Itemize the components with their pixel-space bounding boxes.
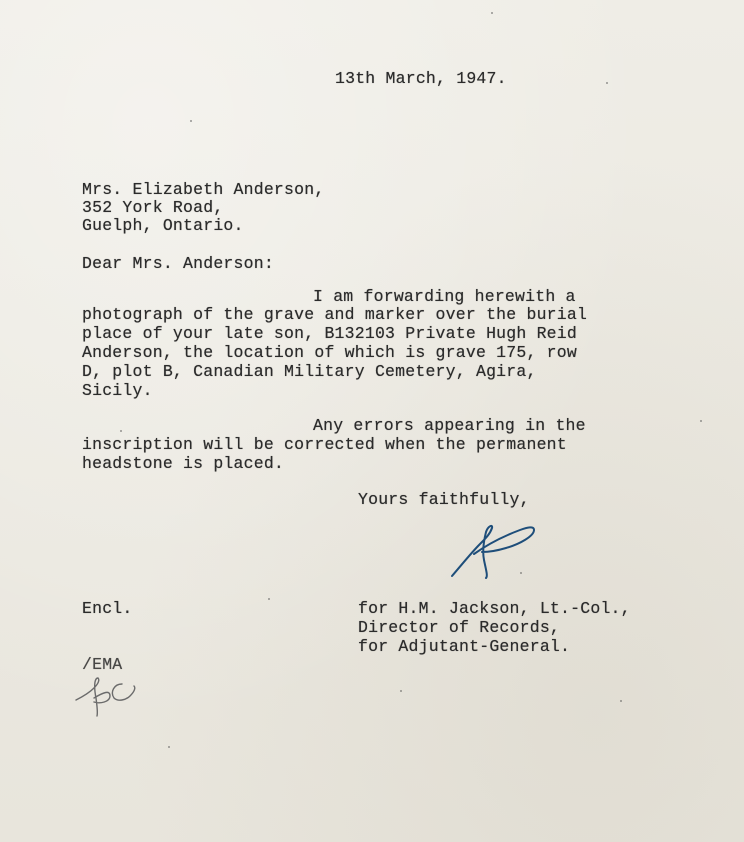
enclosure-note: Encl.	[82, 599, 133, 618]
closing: Yours faithfully,	[358, 490, 530, 509]
recipient-street: 352 York Road,	[82, 198, 224, 217]
paragraph2-line: Any errors appearing in the	[313, 416, 586, 435]
pencil-initials-mark	[70, 662, 146, 722]
paper-speck	[700, 420, 702, 422]
paper-speck	[168, 746, 170, 748]
handwritten-signature	[442, 514, 542, 584]
paragraph1-line: place of your late son, B132103 Private Hugh Reid	[82, 324, 577, 343]
recipient-name: Mrs. Elizabeth Anderson,	[82, 180, 325, 199]
paragraph2-line: inscription will be corrected when the permanent	[82, 435, 567, 454]
paragraph1-line: Sicily.	[82, 381, 153, 400]
paragraph1-line: D, plot B, Canadian Military Cemetery, Agira,	[82, 362, 537, 381]
paper-speck	[606, 82, 608, 84]
paper-speck	[520, 572, 522, 574]
paper-speck	[620, 700, 622, 702]
paragraph2-line: headstone is placed.	[82, 454, 285, 473]
paragraph1-line: photograph of the grave and marker over the burial	[82, 305, 588, 324]
letter-date: 13th March, 1947.	[335, 69, 507, 88]
recipient-city: Guelph, Ontario.	[82, 216, 244, 235]
reference-initials: /EMA	[82, 655, 123, 674]
signature-block-line: Director of Records,	[358, 618, 561, 637]
paragraph1-line: I am forwarding herewith a	[313, 287, 576, 306]
paper-speck	[268, 598, 270, 600]
paper-speck	[491, 12, 493, 14]
salutation: Dear Mrs. Anderson:	[82, 254, 274, 273]
paper-speck	[400, 690, 402, 692]
paragraph1-line: Anderson, the location of which is grave 175, row	[82, 343, 577, 362]
signature-block-line: for H.M. Jackson, Lt.-Col.,	[358, 599, 631, 618]
signature-block-line: for Adjutant-General.	[358, 637, 571, 656]
paper-speck	[190, 120, 192, 122]
paper-speck	[120, 430, 122, 432]
